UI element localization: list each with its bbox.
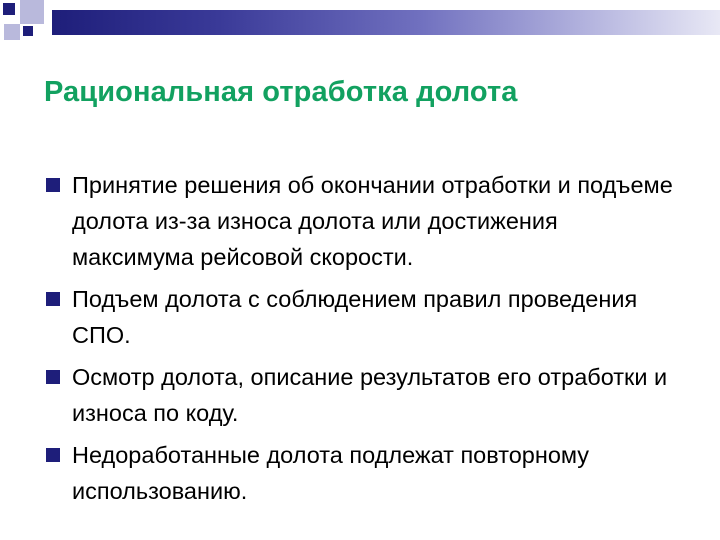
bullet-text: Осмотр долота, описание результатов его отработки и износа по коду. [72, 364, 668, 426]
decor-square-navy-2 [23, 26, 33, 36]
square-bullet-icon [46, 448, 60, 462]
decor-square-navy-1 [3, 3, 15, 15]
bullet-text: Подъем долота с соблюдением правил проведения СПО. [72, 286, 638, 348]
square-bullet-icon [46, 178, 60, 192]
bullet-text: Недоработанные долота подлежат повторному использованию. [72, 442, 590, 504]
bullet-text: Принятие решения об окончании отработки и подъеме долота из-за износа долота или достижения максимума рейсовой скорости. [72, 172, 673, 270]
decor-square-light-2 [4, 24, 20, 40]
bullet-list [46, 167, 686, 515]
bullet-item [46, 437, 686, 509]
gradient-header-bar [52, 10, 720, 35]
bullet-item [46, 167, 686, 275]
square-bullet-icon [46, 370, 60, 384]
square-bullet-icon [46, 292, 60, 306]
bullet-item [46, 281, 686, 353]
decor-square-light-1 [20, 0, 44, 24]
slide-title: Рациональная отработка долота [44, 76, 518, 108]
bullet-item [46, 359, 686, 431]
